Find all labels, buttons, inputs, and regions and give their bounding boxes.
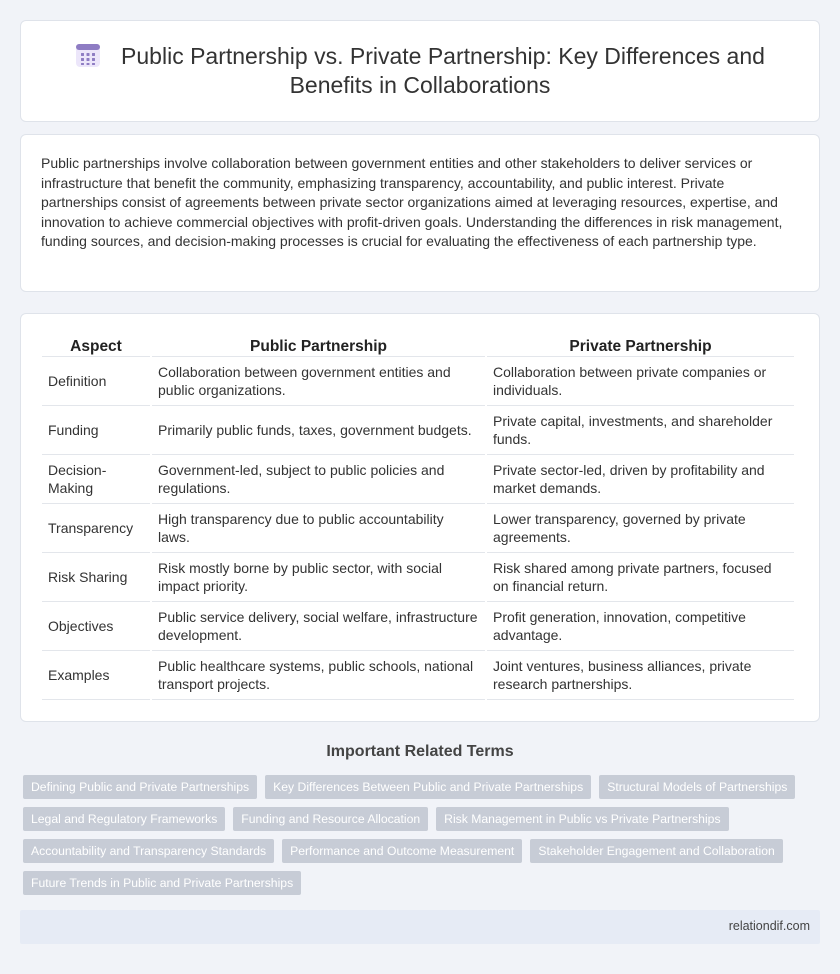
related-terms-heading: Important Related Terms: [326, 743, 514, 760]
cell-aspect: Objectives: [42, 602, 150, 651]
intro-paragraph: Public partnerships involve collaboration between government entities and other stakeholders to deliver services or infrastructure that benefit the community, emphasizing transparency, accountability, and public interest. Private partnerships consist of agreements between private sector organizations aimed at leveraging resources, expertise, and innovation to achieve commercial objectives with profit-driven goals. Understanding the differences in risk management, funding sources, and decision-making processes is crucial for evaluating the effectiveness of each partnership type.: [41, 155, 783, 250]
cell-public: Risk mostly borne by public sector, with social impact priority.: [152, 553, 485, 602]
footer-bar: [20, 910, 820, 944]
header-aspect: Aspect: [42, 335, 150, 357]
header-public: Public Partnership: [152, 335, 485, 357]
related-term-tag[interactable]: Funding and Resource Allocation: [233, 807, 428, 831]
header-card: [20, 20, 820, 122]
page-title: [61, 42, 779, 100]
table-row: [42, 455, 794, 504]
cell-aspect: Definition: [42, 357, 150, 406]
header-private: Private Partnership: [487, 335, 794, 357]
related-term-tag[interactable]: Structural Models of Partnerships: [599, 775, 795, 799]
related-term-tag[interactable]: Key Differences Between Public and Private Partnerships: [265, 775, 591, 799]
footer-site-link[interactable]: relationdif.com: [728, 919, 810, 933]
table-header-row: [42, 335, 794, 357]
cell-private: Private capital, investments, and shareholder funds.: [487, 406, 794, 455]
cell-aspect: Risk Sharing: [42, 553, 150, 602]
table-row: [42, 651, 794, 700]
cell-aspect: Examples: [42, 651, 150, 700]
calculator-icon: [75, 42, 101, 68]
cell-private: Private sector-led, driven by profitability and market demands.: [487, 455, 794, 504]
cell-aspect: Transparency: [42, 504, 150, 553]
related-term-tag[interactable]: Risk Management in Public vs Private Partnerships: [436, 807, 728, 831]
related-terms-tags: [23, 775, 813, 903]
comparison-table: [40, 335, 796, 700]
cell-aspect: Decision-Making: [42, 455, 150, 504]
cell-aspect: Funding: [42, 406, 150, 455]
cell-public: Public healthcare systems, public schools, national transport projects.: [152, 651, 485, 700]
table-row: [42, 406, 794, 455]
table-row: [42, 553, 794, 602]
related-term-tag[interactable]: Legal and Regulatory Frameworks: [23, 807, 225, 831]
cell-private: Collaboration between private companies or individuals.: [487, 357, 794, 406]
cell-private: Lower transparency, governed by private agreements.: [487, 504, 794, 553]
table-row: [42, 602, 794, 651]
related-term-tag[interactable]: Accountability and Transparency Standards: [23, 839, 274, 863]
table-row: [42, 357, 794, 406]
comparison-card: [20, 313, 820, 722]
cell-public: Primarily public funds, taxes, government budgets.: [152, 406, 485, 455]
cell-public: Collaboration between government entities and public organizations.: [152, 357, 485, 406]
cell-private: Joint ventures, business alliances, private research partnerships.: [487, 651, 794, 700]
cell-public: Public service delivery, social welfare, infrastructure development.: [152, 602, 485, 651]
cell-private: Profit generation, innovation, competitive advantage.: [487, 602, 794, 651]
page-title-text: Public Partnership vs. Private Partnership: Key Differences and Benefits in Collaborations: [121, 43, 765, 98]
related-term-tag[interactable]: Stakeholder Engagement and Collaboration: [530, 839, 782, 863]
table-row: [42, 504, 794, 553]
intro-card: [20, 134, 820, 292]
cell-private: Risk shared among private partners, focused on financial return.: [487, 553, 794, 602]
cell-public: Government-led, subject to public policies and regulations.: [152, 455, 485, 504]
related-term-tag[interactable]: Future Trends in Public and Private Partnerships: [23, 871, 301, 895]
related-term-tag[interactable]: Defining Public and Private Partnerships: [23, 775, 257, 799]
cell-public: High transparency due to public accountability laws.: [152, 504, 485, 553]
related-term-tag[interactable]: Performance and Outcome Measurement: [282, 839, 522, 863]
